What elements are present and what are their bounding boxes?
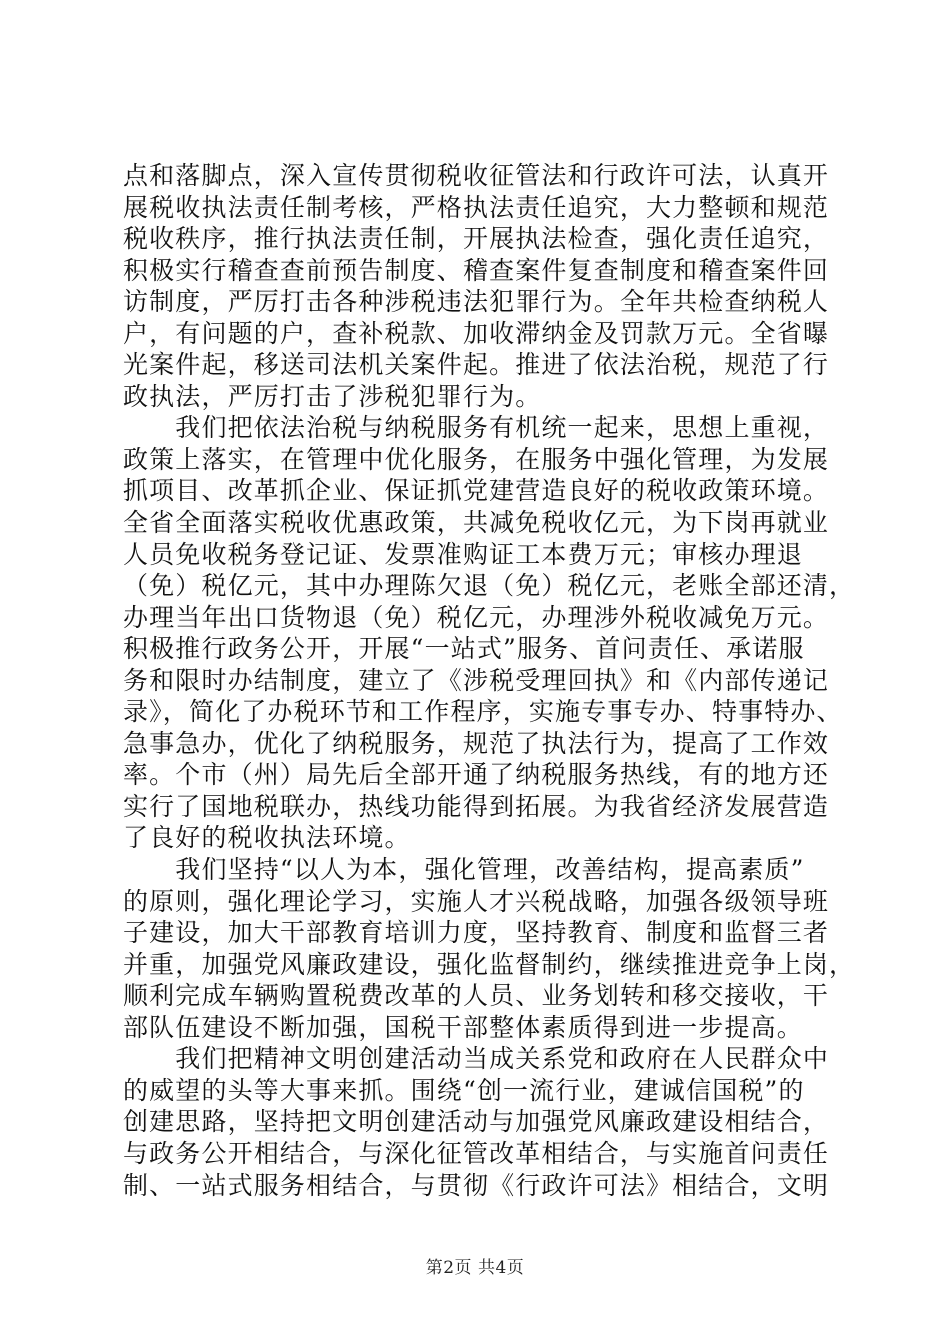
text-line: 政策上落实，在管理中优化服务，在服务中强化管理，为发展 <box>123 444 830 474</box>
text-line: 税收秩序，推行执法责任制，开展执法检查，强化责任追究， <box>123 224 830 254</box>
text-line: 户，有问题的户，查补税款、加收滞纳金及罚款万元。全省曝 <box>123 318 830 348</box>
text-line: 积极实行稽查查前预告制度、稽查案件复查制度和稽查案件回 <box>123 255 830 285</box>
text-line: 我们坚持“以人为本，强化管理，改善结构，提高素质” <box>123 855 805 885</box>
text-line: 点和落脚点，深入宣传贯彻税收征管法和行政许可法，认真开 <box>123 161 830 190</box>
text-line: 子建设，加大干部教育培训力度，坚持教育、制度和监督三者 <box>123 918 830 948</box>
text-line: 的原则，强化理论学习，实施人才兴税战略，加强各级领导班 <box>123 886 830 916</box>
text-line: 务和限时办结制度，建立了《涉税受理回执》和《内部传递记 <box>123 665 830 695</box>
text-line: 部队伍建设不断加强，国税干部整体素质得到进一步提高。 <box>123 1012 803 1042</box>
text-line: 展税收执法责任制考核，严格执法责任追究，大力整顿和规范 <box>123 192 830 222</box>
text-line: 与政务公开相结合，与深化征管改革相结合，与实施首问责任 <box>123 1138 830 1168</box>
text-line: 我们把精神文明创建活动当成关系党和政府在人民群众中 <box>123 1044 830 1074</box>
body-text <box>123 160 856 1201</box>
text-line: 实行了国地税联办，热线功能得到拓展。为我省经济发展营造 <box>123 791 830 821</box>
text-line: 并重，加强党风廉政建设，强化监督制约，继续推进竞争上岗， <box>123 949 856 979</box>
text-line: 政执法，严厉打击了涉税犯罪行为。 <box>123 381 542 411</box>
text-line: 积极推行政务公开，开展“一站式”服务、首问责任、承诺服 <box>123 634 805 664</box>
text-line: 顺利完成车辆购置税费改革的人员、业务划转和移交接收，干 <box>123 981 830 1011</box>
page-footer: 第2页 共4页 <box>425 1258 525 1278</box>
text-line: 创建思路，坚持把文明创建活动与加强党风廉政建设相结合， <box>123 1107 830 1137</box>
text-line: 抓项目、改革抓企业、保证抓党建营造良好的税收政策环境。 <box>123 476 830 506</box>
text-line: 我们把依法治税与纳税服务有机统一起来，思想上重视， <box>123 413 830 443</box>
text-line: 录》，简化了办税环节和工作程序，实施专事专办、特事特办、 <box>123 697 843 727</box>
text-line: 光案件起，移送司法机关案件起。推进了依法治税，规范了行 <box>123 350 830 380</box>
text-line: 了良好的税收执法环境。 <box>123 823 411 853</box>
text-line: （免）税亿元，其中办理陈欠退（免）税亿元，老账全部还清， <box>123 571 856 601</box>
text-line: 的威望的头等大事来抓。围绕“创一流行业，建诚信国税”的 <box>123 1075 805 1105</box>
text-line: 全省全面落实税收优惠政策，共减免税收亿元，为下岗再就业 <box>123 508 830 538</box>
text-line: 制、一站式服务相结合，与贯彻《行政许可法》相结合，文明 <box>123 1170 830 1200</box>
text-line: 访制度，严厉打击各种涉税违法犯罪行为。全年共检查纳税人 <box>123 287 830 317</box>
text-line: 率。个市（州）局先后全部开通了纳税服务热线，有的地方还 <box>123 760 830 790</box>
text-line: 办理当年出口货物退（免）税亿元，办理涉外税收减免万元。 <box>123 602 830 632</box>
text-line: 人员免收税务登记证、发票准购证工本费万元；审核办理退 <box>123 539 803 569</box>
text-line: 急事急办，优化了纳税服务，规范了执法行为，提高了工作效 <box>123 728 830 758</box>
